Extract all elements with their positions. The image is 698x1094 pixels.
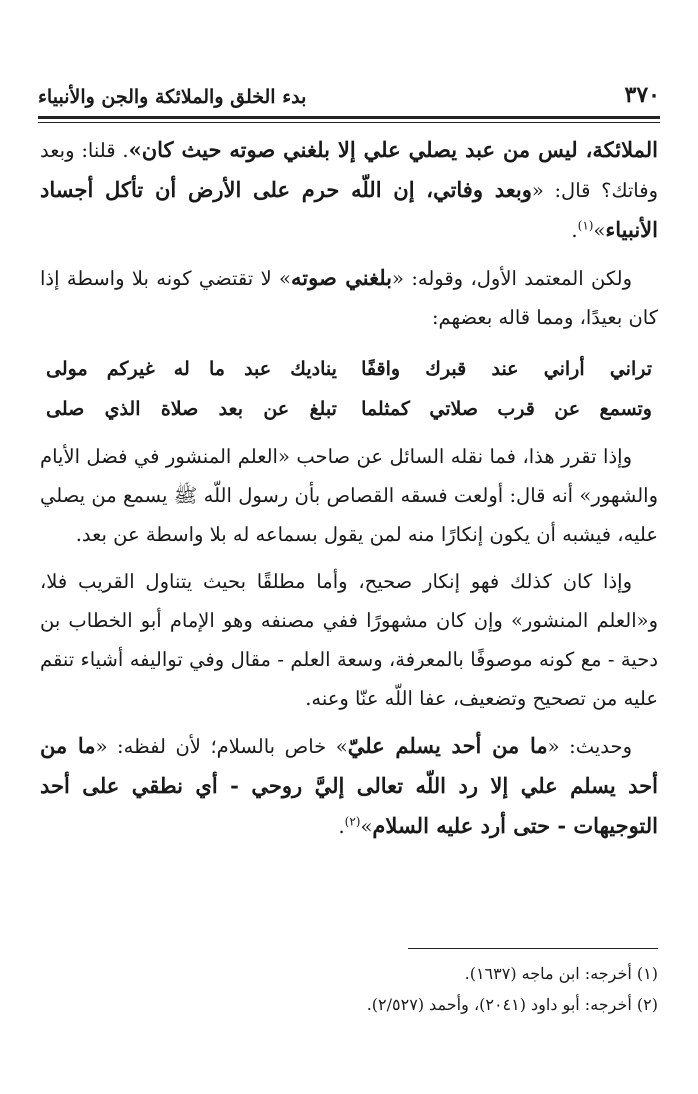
header-rule bbox=[38, 116, 660, 123]
verse-hemistich: تبلغ عن بعد صلاة الذي صلى bbox=[46, 398, 337, 420]
paragraph-4: وإذا كان كذلك فهو إنكار صحيح، وأما مطلقًا بحيث يتناول القريب فلا، و«العلم المنشور» وإن كان مشهورًا ففي مصنفه وهو الإمام أبو الخطاب بن دحية - مع كونه موصوفًا بالمعرفة، وسعة العلم - مقال وفي تواليفه أشياء تنقم عليه من تصحيح وتضعيف، عفا اللّه عنّا وعنه. bbox=[40, 570, 658, 710]
hadith-text: الملائكة، ليس من عبد يصلي علي إلا بلغني صوته حيث كان» bbox=[128, 137, 658, 162]
page-body bbox=[40, 130, 658, 846]
footnote-ref: (٢) bbox=[344, 814, 361, 829]
hadith-text: بلغني صوته bbox=[291, 265, 393, 290]
text-run: . bbox=[571, 219, 578, 242]
page-header bbox=[38, 72, 660, 108]
text-run: . قلنا: وبعد وفاتك؟ قال: « bbox=[40, 139, 658, 202]
text-run: وحديث: « bbox=[547, 735, 632, 758]
paragraph-3: وإذا تقرر هذا، فما نقله السائل عن صاحب «العلم المنشور في فضل الأيام والشهور» أنه قال: أولعت فسقه القصاص بأن رسول اللّه ﷺ يسمع من يصلي عليه، فيشبه أن يكون إنكارًا منه لمن يقول بسماعه له بلا واسطة عن بعد. bbox=[40, 445, 658, 546]
verse-line bbox=[46, 349, 652, 389]
footnote-ref: (١) bbox=[577, 218, 594, 233]
text-run: » خاص بالسلام؛ لأن لفظه: « bbox=[95, 735, 348, 758]
verse-hemistich: وتسمع عن قرب صلاتي كمثلما bbox=[361, 398, 652, 420]
footnotes bbox=[40, 958, 658, 1020]
text-run: ولكن المعتمد الأول، وقوله: « bbox=[392, 267, 632, 290]
page-number: ٣٧٠ bbox=[624, 82, 660, 108]
hadith-text: وبعد وفاتي، إن اللّه حرم على الأرض أن تأكل أجساد الأنبياء bbox=[40, 177, 658, 242]
text-run: » bbox=[360, 815, 373, 838]
hadith-text: ما من أحد يسلم علي إلا رد اللّه تعالى إليَّ روحي - أي نطقي على أحد التوجيهات - حتى أرد عليه السلام bbox=[40, 733, 658, 838]
verse-hemistich: تراني أراني عند قبرك واقفًا bbox=[361, 358, 652, 380]
text-run: . bbox=[338, 815, 345, 838]
paragraph-1 bbox=[40, 130, 658, 250]
paragraph-5 bbox=[40, 726, 658, 846]
verse-hemistich: يناديك عبد ما له غيركم مولى bbox=[46, 358, 337, 380]
footnote-2: (٢) أخرجه: أبو داود (٢٠٤١)، وأحمد (٢/٥٢٧). bbox=[366, 995, 658, 1014]
text-run: » bbox=[593, 219, 606, 242]
hadith-text: ما من أحد يسلم عليّ bbox=[347, 733, 548, 758]
poem-verses bbox=[40, 349, 658, 429]
footnote-rule bbox=[408, 948, 658, 949]
running-title: بدء الخلق والملائكة والجن والأنبياء bbox=[38, 86, 307, 108]
paragraph-2 bbox=[40, 258, 658, 337]
footnote-1: (١) أخرجه: ابن ماجه (١٦٣٧). bbox=[464, 964, 658, 983]
verse-line bbox=[46, 389, 652, 429]
text-run: » لا تقتضي كونه بلا واسطة إذا كان بعيدًا، ومما قاله بعضهم: bbox=[40, 267, 658, 329]
